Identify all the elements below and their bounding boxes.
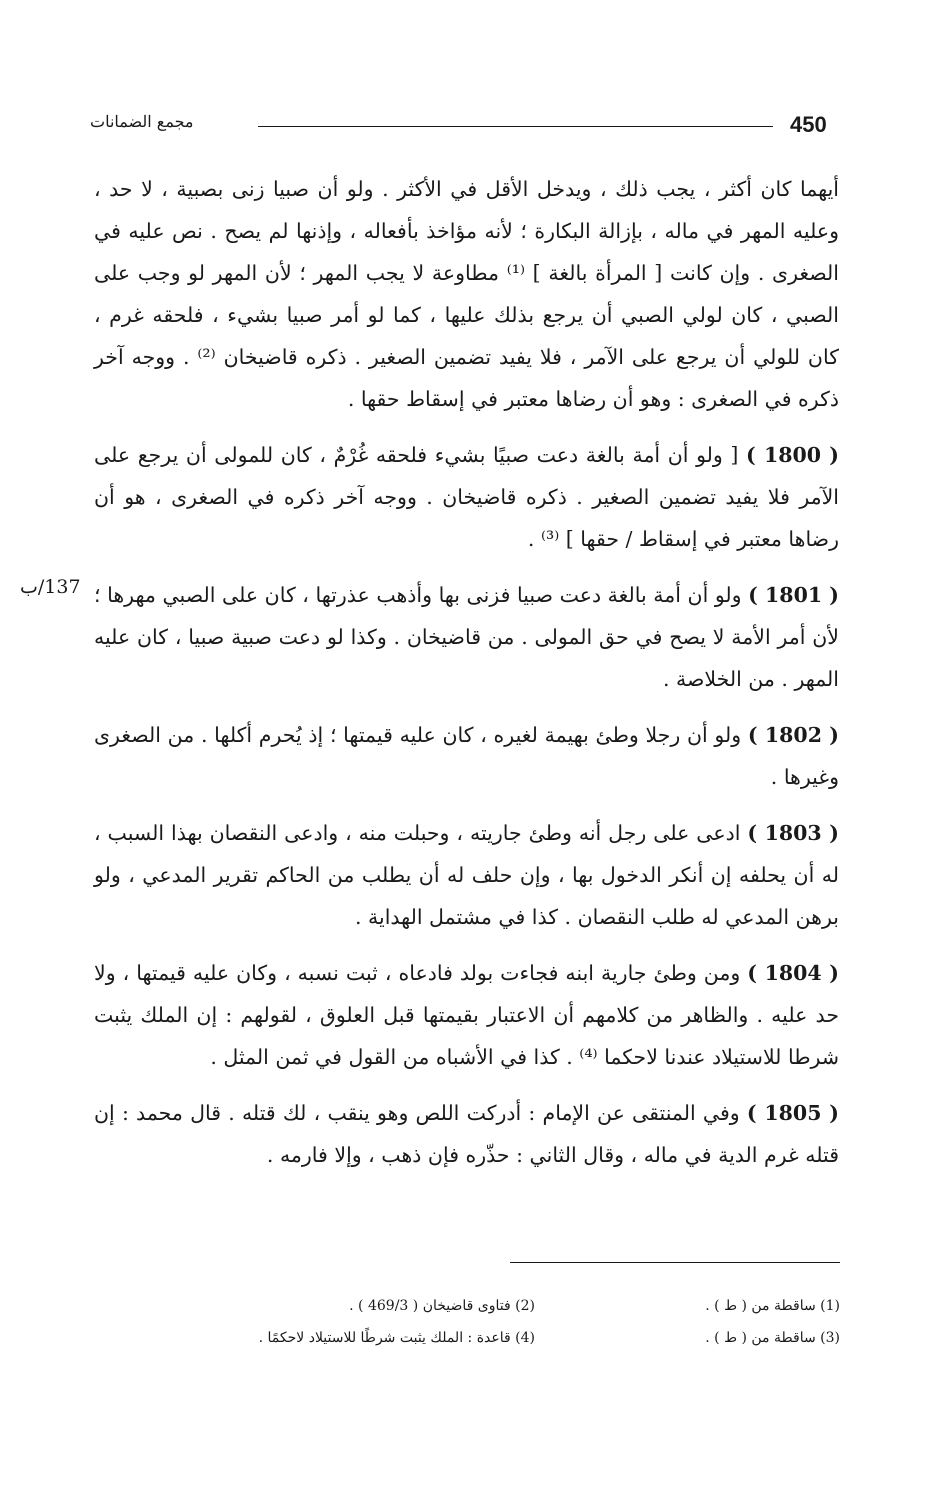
- paragraph-1803: [94, 812, 839, 938]
- footnote-rule: [510, 1262, 840, 1263]
- footnote-row: [230, 1322, 840, 1354]
- paragraph-1801: [94, 574, 839, 700]
- entry-number: ( 1802 ): [747, 723, 839, 747]
- body-text: [94, 168, 839, 1190]
- paragraph-text: ومن وطئ جارية ابنه فجاءت بولد فادعاه ، ثبت نسبه ، وكان عليه قيمتها ، ولا حد عليه . والظاهر من كلامهم أن الاعتبار بقيمتها قبل العلوق ، لقولهم : إن الملك يثبت شرطا للاستيلاد عندنا لاحكما ⁽⁴⁾ . كذا في الأشباه من القول في ثمن المثل .: [94, 961, 839, 1069]
- entry-number: ( 1801 ): [748, 583, 839, 607]
- paragraph-1805: [94, 1092, 839, 1176]
- footnotes: [230, 1290, 840, 1354]
- paragraph-text: [ ولو أن أمة بالغة دعت صبيًا بشيء فلحقه غُرْمٌ ، كان للمولى أن يرجع على الآمر فلا يفيد تضمين الصغير . ذكره قاضيخان . ووجه آخر ذكره في الصغرى ، هو أن رضاها معتبر في إسقاط / حقها ] ⁽³⁾ .: [94, 443, 839, 551]
- entry-number: ( 1804 ): [747, 961, 839, 985]
- paragraph-1800: [94, 434, 839, 560]
- footnote-row: [230, 1290, 840, 1322]
- footnote-3: (3) ساقطة من ( ط ) .: [705, 1330, 840, 1346]
- entry-number: ( 1803 ): [747, 821, 839, 845]
- page-number: 450: [790, 112, 827, 137]
- paragraph-intro: [94, 168, 839, 420]
- footnote-4: (4) قاعدة : الملك يثبت شرطًا للاستيلاد لاحكمًا .: [258, 1330, 535, 1346]
- paragraph-text: وفي المنتقى عن الإمام : أدركت اللص وهو ينقب ، لك قتله . قال محمد : إن قتله غرم الدية في ماله ، وقال الثاني : حذّره فإن ذهب ، وإلا فارمه .: [94, 1101, 839, 1167]
- paragraph-text: أيهما كان أكثر ، يجب ذلك ، ويدخل الأقل في الأكثر . ولو أن صبيا زنى بصبية ، لا حد ، وعليه المهر في ماله ، بإزالة البكارة ؛ لأنه مؤاخذ بأفعاله ، وإذنها لم يصح . نص عليه في الصغرى . وإن كانت [ المرأة بالغة ] ⁽¹⁾ مطاوعة لا يجب المهر ؛ لأن المهر لو وجب على الصبي ، كان لولي الصبي أن يرجع بذلك عليها ، كما لو أمر صبيا بشيء ، فلحقه غرم ، كان للولي أن يرجع على الآمر ، فلا يفيد تضمين الصغير . ذكره قاضيخان ⁽²⁾ . ووجه آخر ذكره في الصغرى : وهو أن رضاها معتبر في إسقاط حقها .: [94, 177, 839, 411]
- running-title: مجمع الضمانات: [90, 112, 194, 131]
- paragraph-1804: [94, 952, 839, 1078]
- margin-folio-note: 137/ب: [20, 576, 81, 598]
- footnote-1: (1) ساقطة من ( ط ) .: [705, 1298, 840, 1314]
- paragraph-text: ادعى على رجل أنه وطئ جاريته ، وحبلت منه ، وادعى النقصان بهذا السبب ، له أن يحلفه إن أنكر الدخول بها ، وإن حلف له أن يطلب من الحاكم تقرير المدعي ، ولو برهن المدعي له طلب النقصان . كذا في مشتمل الهداية .: [94, 821, 839, 929]
- entry-number: ( 1805 ): [746, 1101, 839, 1125]
- paragraph-text: ولو أن رجلا وطئ بهيمة لغيره ، كان عليه قيمتها ؛ إذ يُحرم أكلها . من الصغرى وغيرها .: [94, 723, 839, 789]
- paragraph-1802: [94, 714, 839, 798]
- header-rule: [258, 126, 773, 127]
- entry-number: ( 1800 ): [746, 443, 839, 467]
- paragraph-text: ولو أن أمة بالغة دعت صبيا فزنى بها وأذهب عذرتها ، كان على الصبي مهرها ؛ لأن أمر الأمة لا يصح في حق المولى . من قاضيخان . وكذا لو دعت صبية صبيا ، كان عليه المهر . من الخلاصة .: [94, 583, 839, 691]
- footnote-2: (2) فتاوى قاضيخان ( 469/3 ) .: [349, 1298, 535, 1314]
